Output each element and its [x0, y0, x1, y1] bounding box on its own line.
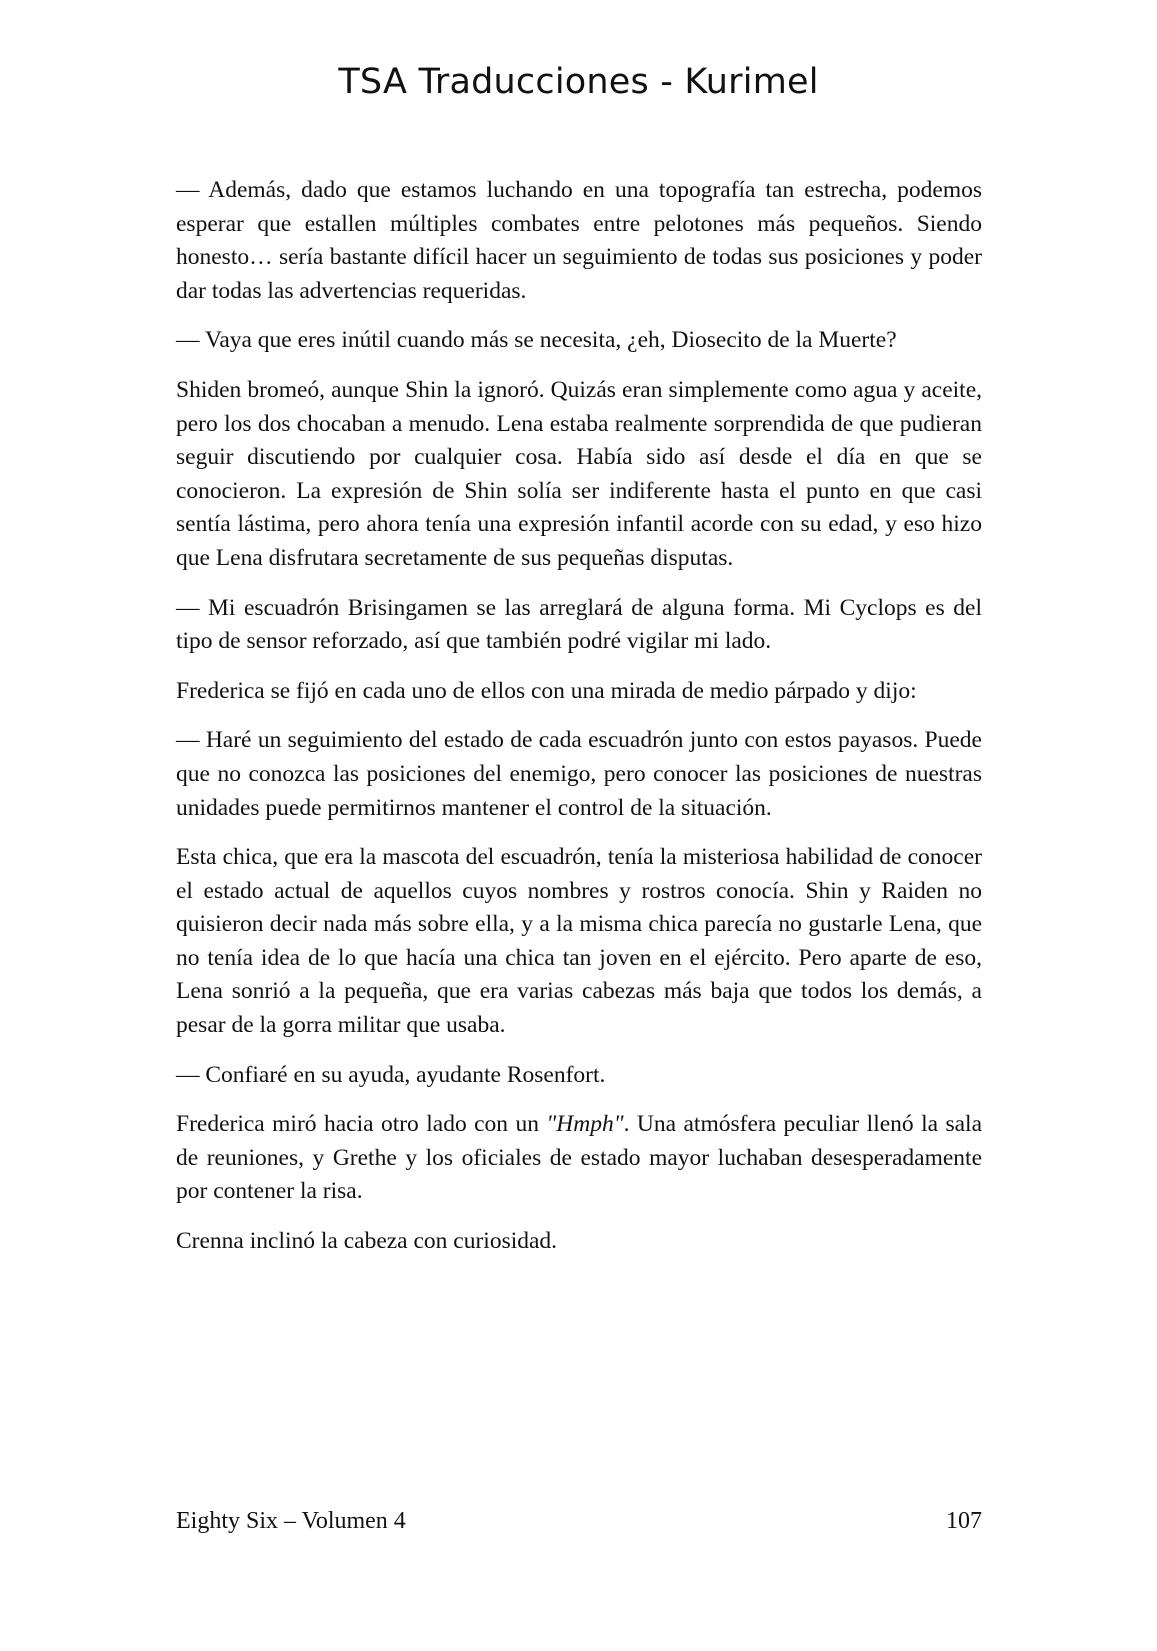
paragraph-text: Frederica miró hacia otro lado con un — [176, 1111, 547, 1138]
paragraph: — Haré un seguimiento del estado de cada escuadrón junto con estos payasos. Puede que no conozca las posiciones del enemigo, pero conocer las posiciones de nuestras unidades puede permitirnos mantener el control de la situación. — [176, 727, 982, 821]
paragraph: Crenna inclinó la cabeza con curiosidad. — [176, 1228, 558, 1255]
footer-book-title: Eighty Six – Volumen 4 — [176, 1508, 406, 1534]
body-text — [176, 174, 982, 1275]
paragraph: Esta chica, que era la mascota del escuadrón, tenía la misteriosa habilidad de conocer el estado actual de aquellos cuyos nombres y rostros conocía. Shin y Raiden no quisieron decir nada más sobre ella, y a la misma chica parecía no gustarle Lena, que no tenía idea de lo que hacía una chica tan joven en el ejército. Pero aparte de eso, Lena sonrió a la pequeña, que era varias cabezas más baja que todos los demás, a pesar de la gorra militar que usaba. — [176, 844, 982, 1039]
paragraph: — Mi escuadrón Brisingamen se las arreglará de alguna forma. Mi Cyclops es del tipo de sensor reforzado, así que también podré vigilar mi lado. — [176, 594, 982, 655]
paragraph: — Vaya que eres inútil cuando más se necesita, ¿eh, Diosecito de la Muerte? — [176, 327, 897, 354]
paragraph: — Confiaré en su ayuda, ayudante Rosenfort. — [176, 1061, 606, 1088]
italic-emphasis: "Hmph" — [546, 1111, 624, 1138]
page-header: TSA Traducciones - Kurimel — [338, 62, 819, 102]
paragraph: Frederica se fijó en cada uno de ellos con una mirada de medio párpado y dijo: — [176, 677, 917, 704]
page-number: 107 — [946, 1508, 982, 1534]
page-footer — [176, 1508, 982, 1535]
paragraph: Shiden bromeó, aunque Shin la ignoró. Quizás eran simplemente como agua y aceite, pero los dos chocaban a menudo. Lena estaba realmente sorprendida de que pudieran seguir discutiendo por cualquier cosa. Había sido así desde el día en que se conocieron. La expresión de Shin solía ser indiferente hasta el punto en que casi sentía lástima, pero ahora tenía una expresión infantil acorde con su edad, y eso hizo que Lena disfrutara secretamente de sus pequeñas disputas. — [176, 376, 982, 571]
paragraph-text: . Una atmósfera peculiar llenó la sala de reuniones, y Grethe y los oficiales de estado mayor luchaban desesperadamente por contener la risa. — [176, 1111, 983, 1205]
paragraph: — Además, dado que estamos luchando en una topografía tan estrecha, podemos esperar que estallen múltiples combates entre pelotones más pequeños. Siendo honesto… sería bastante difícil hacer un seguimiento de todas sus posiciones y poder dar todas las advertencias requeridas. — [176, 177, 982, 304]
paragraph — [176, 1108, 982, 1209]
